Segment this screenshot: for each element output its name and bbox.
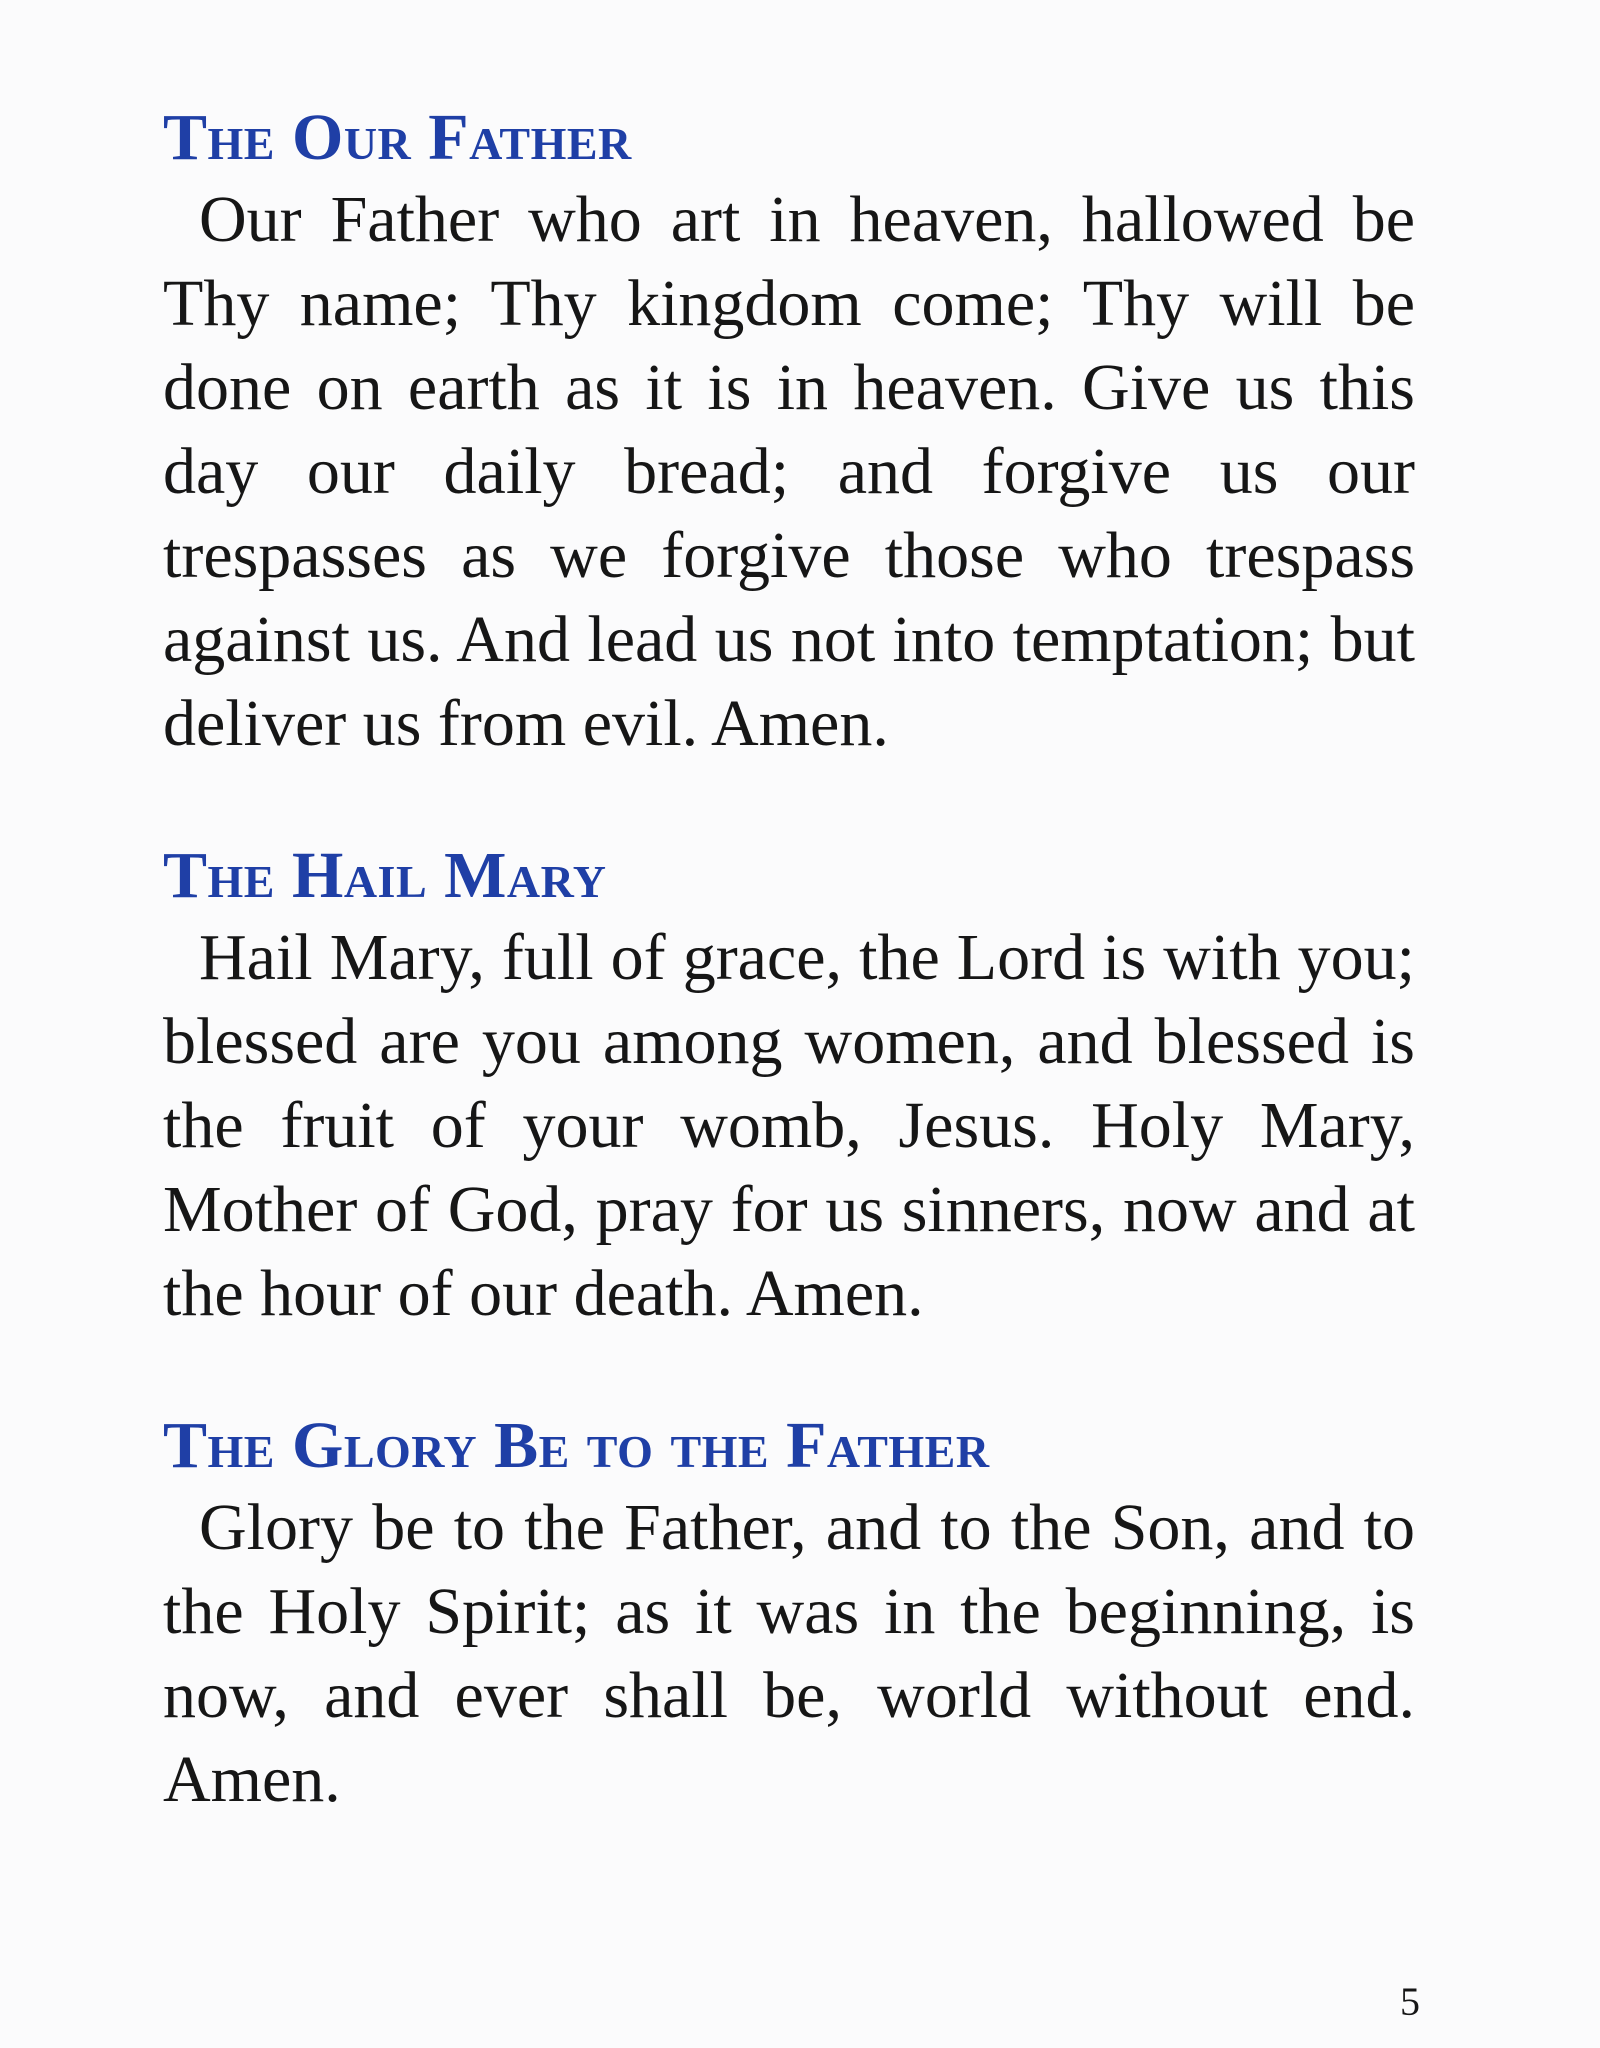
prayer-text: Glory be to the Father, and to the Son, and to the Holy Spirit; as it was in the beginning, is now, and ever shall be, world without end. Amen. bbox=[163, 1491, 1415, 1816]
prayer-hail-mary bbox=[163, 838, 1415, 1336]
prayer-heading: The Glory Be to the Father bbox=[163, 1409, 990, 1482]
prayer-text: Hail Mary, full of grace, the Lord is with you; blessed are you among women, and blessed is the fruit of your womb, Jesus. Holy Mary, Mother of God, pray for us sinners, now and at the hour of our death. Amen. bbox=[163, 921, 1415, 1330]
prayer-heading: The Hail Mary bbox=[163, 839, 607, 912]
prayer-glory-be bbox=[163, 1408, 1415, 1822]
prayer-text: Our Father who art in heaven, hallowed be Thy name; Thy kingdom come; Thy will be done on earth as it is in heaven. Give us this day our daily bread; and forgive us our trespasses as we forgive those who trespass against us. And lead us not into temptation; but deliver us from evil. Amen. bbox=[163, 183, 1415, 760]
content-column bbox=[163, 100, 1415, 1894]
prayer-heading: The Our Father bbox=[163, 101, 632, 174]
prayer-our-father bbox=[163, 100, 1415, 766]
page-number: 5 bbox=[1400, 1979, 1420, 2024]
